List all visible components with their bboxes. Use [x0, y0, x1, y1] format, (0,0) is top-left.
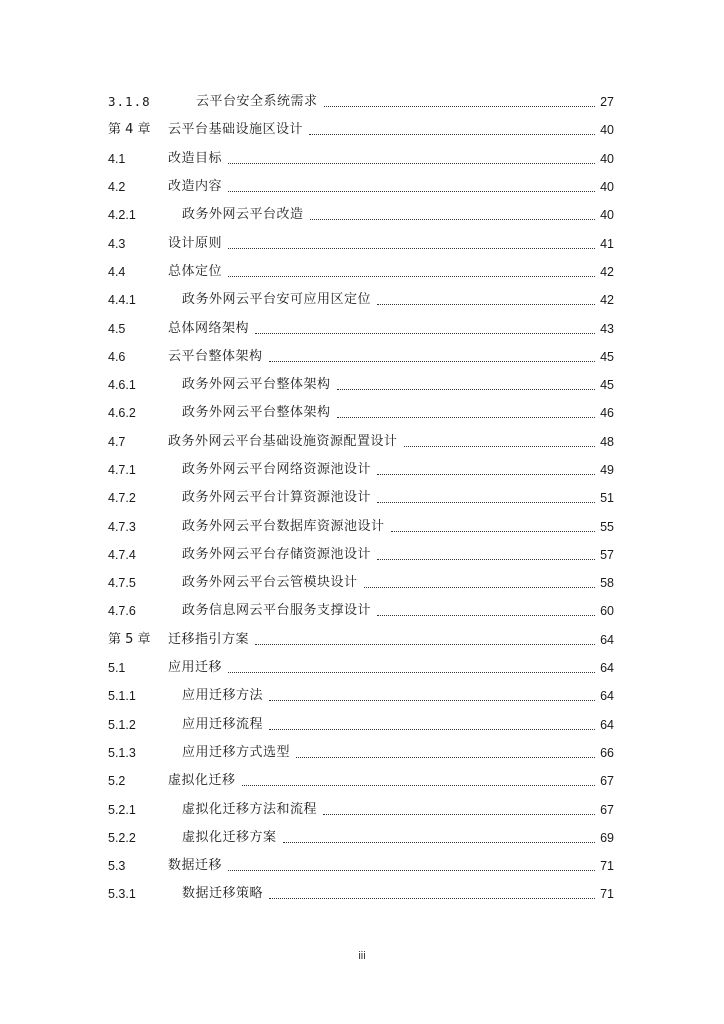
toc-entry-title: 政务外网云平台安可应用区定位 [182, 292, 372, 308]
toc-entry[interactable] [108, 116, 614, 144]
toc-leader-dots [310, 218, 595, 220]
toc-entry-number: 4.2 [108, 180, 126, 195]
toc-entry-title: 政务外网云平台云管模块设计 [182, 575, 358, 591]
toc-entry-page: 67 [600, 774, 614, 789]
toc-entry-page: 45 [600, 349, 614, 364]
toc-leader-dots [228, 162, 595, 164]
toc-entry[interactable] [108, 371, 614, 399]
toc-entry-number: 4.7.1 [108, 463, 136, 477]
toc-entry-title: 应用迁移 [168, 660, 223, 676]
toc-entry[interactable] [108, 314, 614, 342]
toc-entry-number: 4.6 [108, 349, 126, 364]
toc-entry[interactable] [108, 173, 614, 201]
toc-entry-page: 49 [600, 463, 614, 477]
toc-leader-dots [255, 643, 595, 645]
toc-leader-dots [377, 501, 595, 503]
toc-leader-dots [228, 275, 595, 277]
toc-entry[interactable] [108, 682, 614, 710]
toc-entry-page: 42 [600, 264, 614, 279]
toc-entry-title: 政务外网云平台整体架构 [182, 377, 331, 393]
toc-entry[interactable] [108, 201, 614, 229]
toc-entry[interactable] [108, 739, 614, 767]
toc-leader-dots [228, 247, 595, 249]
toc-entry-title: 云平台安全系统需求 [196, 94, 318, 110]
toc-entry-title: 迁移指引方案 [168, 631, 250, 647]
toc-entry-page: 45 [600, 378, 614, 393]
toc-leader-dots [337, 416, 595, 418]
toc-entry-number: 4.1 [108, 151, 126, 166]
toc-entry-page: 64 [600, 689, 614, 704]
toc-entry-page: 57 [600, 547, 614, 562]
toc-entry-number: 4.3 [108, 236, 126, 251]
toc-entry[interactable] [108, 541, 614, 569]
toc-entry-title: 改造内容 [168, 179, 223, 195]
toc-entry[interactable] [108, 484, 614, 512]
toc-entry-page: 55 [600, 519, 614, 534]
toc-entry-number: 5.3 [108, 859, 126, 874]
toc-entry-title: 云平台基础设施区设计 [168, 122, 304, 138]
toc-leader-dots [364, 586, 595, 588]
toc-entry[interactable] [108, 343, 614, 371]
toc-leader-dots [391, 530, 595, 532]
toc-leader-dots [242, 784, 595, 786]
toc-leader-dots [228, 671, 595, 673]
toc-entry-page: 66 [600, 745, 614, 760]
toc-entry-page: 40 [600, 151, 614, 166]
toc-entry-title: 设计原则 [168, 235, 223, 251]
toc-entry[interactable] [108, 824, 614, 852]
toc-entry-number: 4.4 [108, 264, 126, 279]
toc-entry-page: 48 [600, 434, 614, 449]
toc-entry-page: 69 [600, 830, 614, 845]
toc-entry-page: 64 [600, 717, 614, 732]
toc-entry[interactable] [108, 711, 614, 739]
toc-entry-number: 4.7.2 [108, 491, 136, 506]
toc-leader-dots [269, 699, 595, 701]
toc-entry-title: 政务信息网云平台服务支撑设计 [182, 603, 372, 619]
toc-entry-page: 40 [600, 208, 614, 223]
toc-leader-dots [324, 105, 595, 107]
toc-entry[interactable] [108, 286, 614, 314]
toc-leader-dots [377, 473, 595, 475]
toc-entry-number: 5.1 [108, 661, 126, 676]
toc-entry-page: 71 [600, 887, 614, 902]
toc-entry-page: 67 [600, 802, 614, 817]
toc-entry-title: 数据迁移策略 [182, 886, 264, 902]
toc-entry-number: 4.2.1 [108, 208, 136, 223]
toc-entry-number: 4.7.5 [108, 576, 136, 591]
toc-entry[interactable] [108, 569, 614, 597]
toc-leader-dots [404, 445, 595, 447]
toc-entry-number: 第 5 章 [108, 631, 151, 647]
toc-entry-number: 5.2.2 [108, 830, 136, 845]
toc-entry[interactable] [108, 428, 614, 456]
toc-entry[interactable] [108, 880, 614, 908]
page-footer-number: iii [358, 950, 366, 962]
toc-leader-dots [377, 558, 595, 560]
toc-entry[interactable] [108, 795, 614, 823]
toc-entry-page: 58 [600, 576, 614, 591]
toc-entry[interactable] [108, 456, 614, 484]
toc-entry[interactable] [108, 399, 614, 427]
table-of-contents [108, 88, 614, 909]
toc-entry-page: 40 [600, 180, 614, 195]
toc-entry[interactable] [108, 229, 614, 257]
toc-entry-number: 5.2.1 [108, 802, 136, 817]
toc-entry-number: 4.7.3 [108, 519, 136, 534]
toc-entry-title: 改造目标 [168, 150, 223, 166]
toc-entry-page: 42 [600, 293, 614, 308]
toc-leader-dots [228, 190, 595, 192]
toc-leader-dots [269, 360, 595, 362]
toc-entry[interactable] [108, 258, 614, 286]
toc-entry-number: 5.1.3 [108, 745, 136, 760]
toc-entry-title: 政务外网云平台数据库资源池设计 [182, 518, 385, 534]
toc-entry-title: 应用迁移方法 [182, 688, 264, 704]
toc-leader-dots [296, 756, 595, 758]
toc-entry[interactable] [108, 597, 614, 625]
toc-entry-title: 政务外网云平台整体架构 [182, 405, 331, 421]
toc-leader-dots [228, 869, 595, 871]
toc-entry-page: 64 [600, 661, 614, 676]
toc-entry-title: 政务外网云平台存储资源池设计 [182, 546, 372, 562]
toc-entry-number: 4.5 [108, 321, 126, 336]
toc-entry-page: 43 [600, 321, 614, 336]
toc-leader-dots [377, 303, 595, 305]
toc-entry-title: 虚拟化迁移方案 [182, 829, 277, 845]
toc-entry-title: 总体定位 [168, 263, 223, 279]
toc-entry[interactable] [108, 626, 614, 654]
toc-leader-dots [269, 728, 595, 730]
toc-entry-page: 64 [600, 632, 614, 647]
toc-entry-title: 政务外网云平台网络资源池设计 [182, 462, 372, 477]
toc-entry[interactable] [108, 512, 614, 540]
toc-entry-number: 4.7.6 [108, 604, 136, 619]
toc-entry-page: 51 [600, 491, 614, 506]
toc-entry-number: 4.4.1 [108, 293, 136, 308]
toc-entry-title: 总体网络架构 [168, 320, 250, 336]
toc-entry-page: 46 [600, 406, 614, 421]
toc-leader-dots [283, 841, 595, 843]
toc-leader-dots [269, 897, 595, 899]
toc-entry-page: 71 [600, 859, 614, 874]
toc-entry-page: 40 [600, 123, 614, 138]
toc-entry-page: 41 [600, 236, 614, 251]
toc-entry-title: 应用迁移流程 [182, 716, 264, 732]
toc-entry[interactable] [108, 654, 614, 682]
toc-entry-number: 4.7.4 [108, 547, 136, 562]
toc-entry-number: 3.1.8 [108, 94, 151, 110]
toc-leader-dots [337, 388, 595, 390]
toc-entry-page: 27 [600, 95, 614, 110]
toc-leader-dots [377, 614, 595, 616]
toc-entry[interactable] [108, 852, 614, 880]
toc-entry-number: 4.7 [108, 434, 126, 449]
toc-entry-title: 数据迁移 [168, 858, 223, 874]
toc-entry-number: 4.6.2 [108, 406, 136, 421]
toc-entry-number: 第 4 章 [108, 122, 151, 138]
toc-entry[interactable] [108, 767, 614, 795]
toc-entry-title: 政务外网云平台计算资源池设计 [182, 490, 372, 506]
toc-entry-title: 云平台整体架构 [168, 348, 263, 364]
toc-leader-dots [255, 332, 595, 334]
toc-entry-title: 政务外网云平台改造 [182, 207, 304, 223]
toc-entry-number: 5.1.2 [108, 717, 136, 732]
toc-entry-title: 虚拟化迁移 [168, 773, 236, 789]
toc-entry-page: 60 [600, 604, 614, 619]
toc-entry-number: 4.6.1 [108, 378, 136, 393]
toc-entry-number: 5.1.1 [108, 689, 136, 704]
toc-leader-dots [323, 813, 595, 815]
toc-entry[interactable] [108, 145, 614, 173]
toc-entry-title: 虚拟化迁移方法和流程 [182, 801, 318, 817]
toc-entry-title: 政务外网云平台基础设施资源配置设计 [168, 433, 398, 449]
toc-leader-dots [309, 133, 595, 135]
toc-entry-title: 应用迁移方式选型 [182, 744, 291, 760]
toc-entry-number: 5.3.1 [108, 887, 136, 902]
toc-entry-number: 5.2 [108, 774, 126, 789]
toc-entry[interactable] [108, 88, 614, 116]
